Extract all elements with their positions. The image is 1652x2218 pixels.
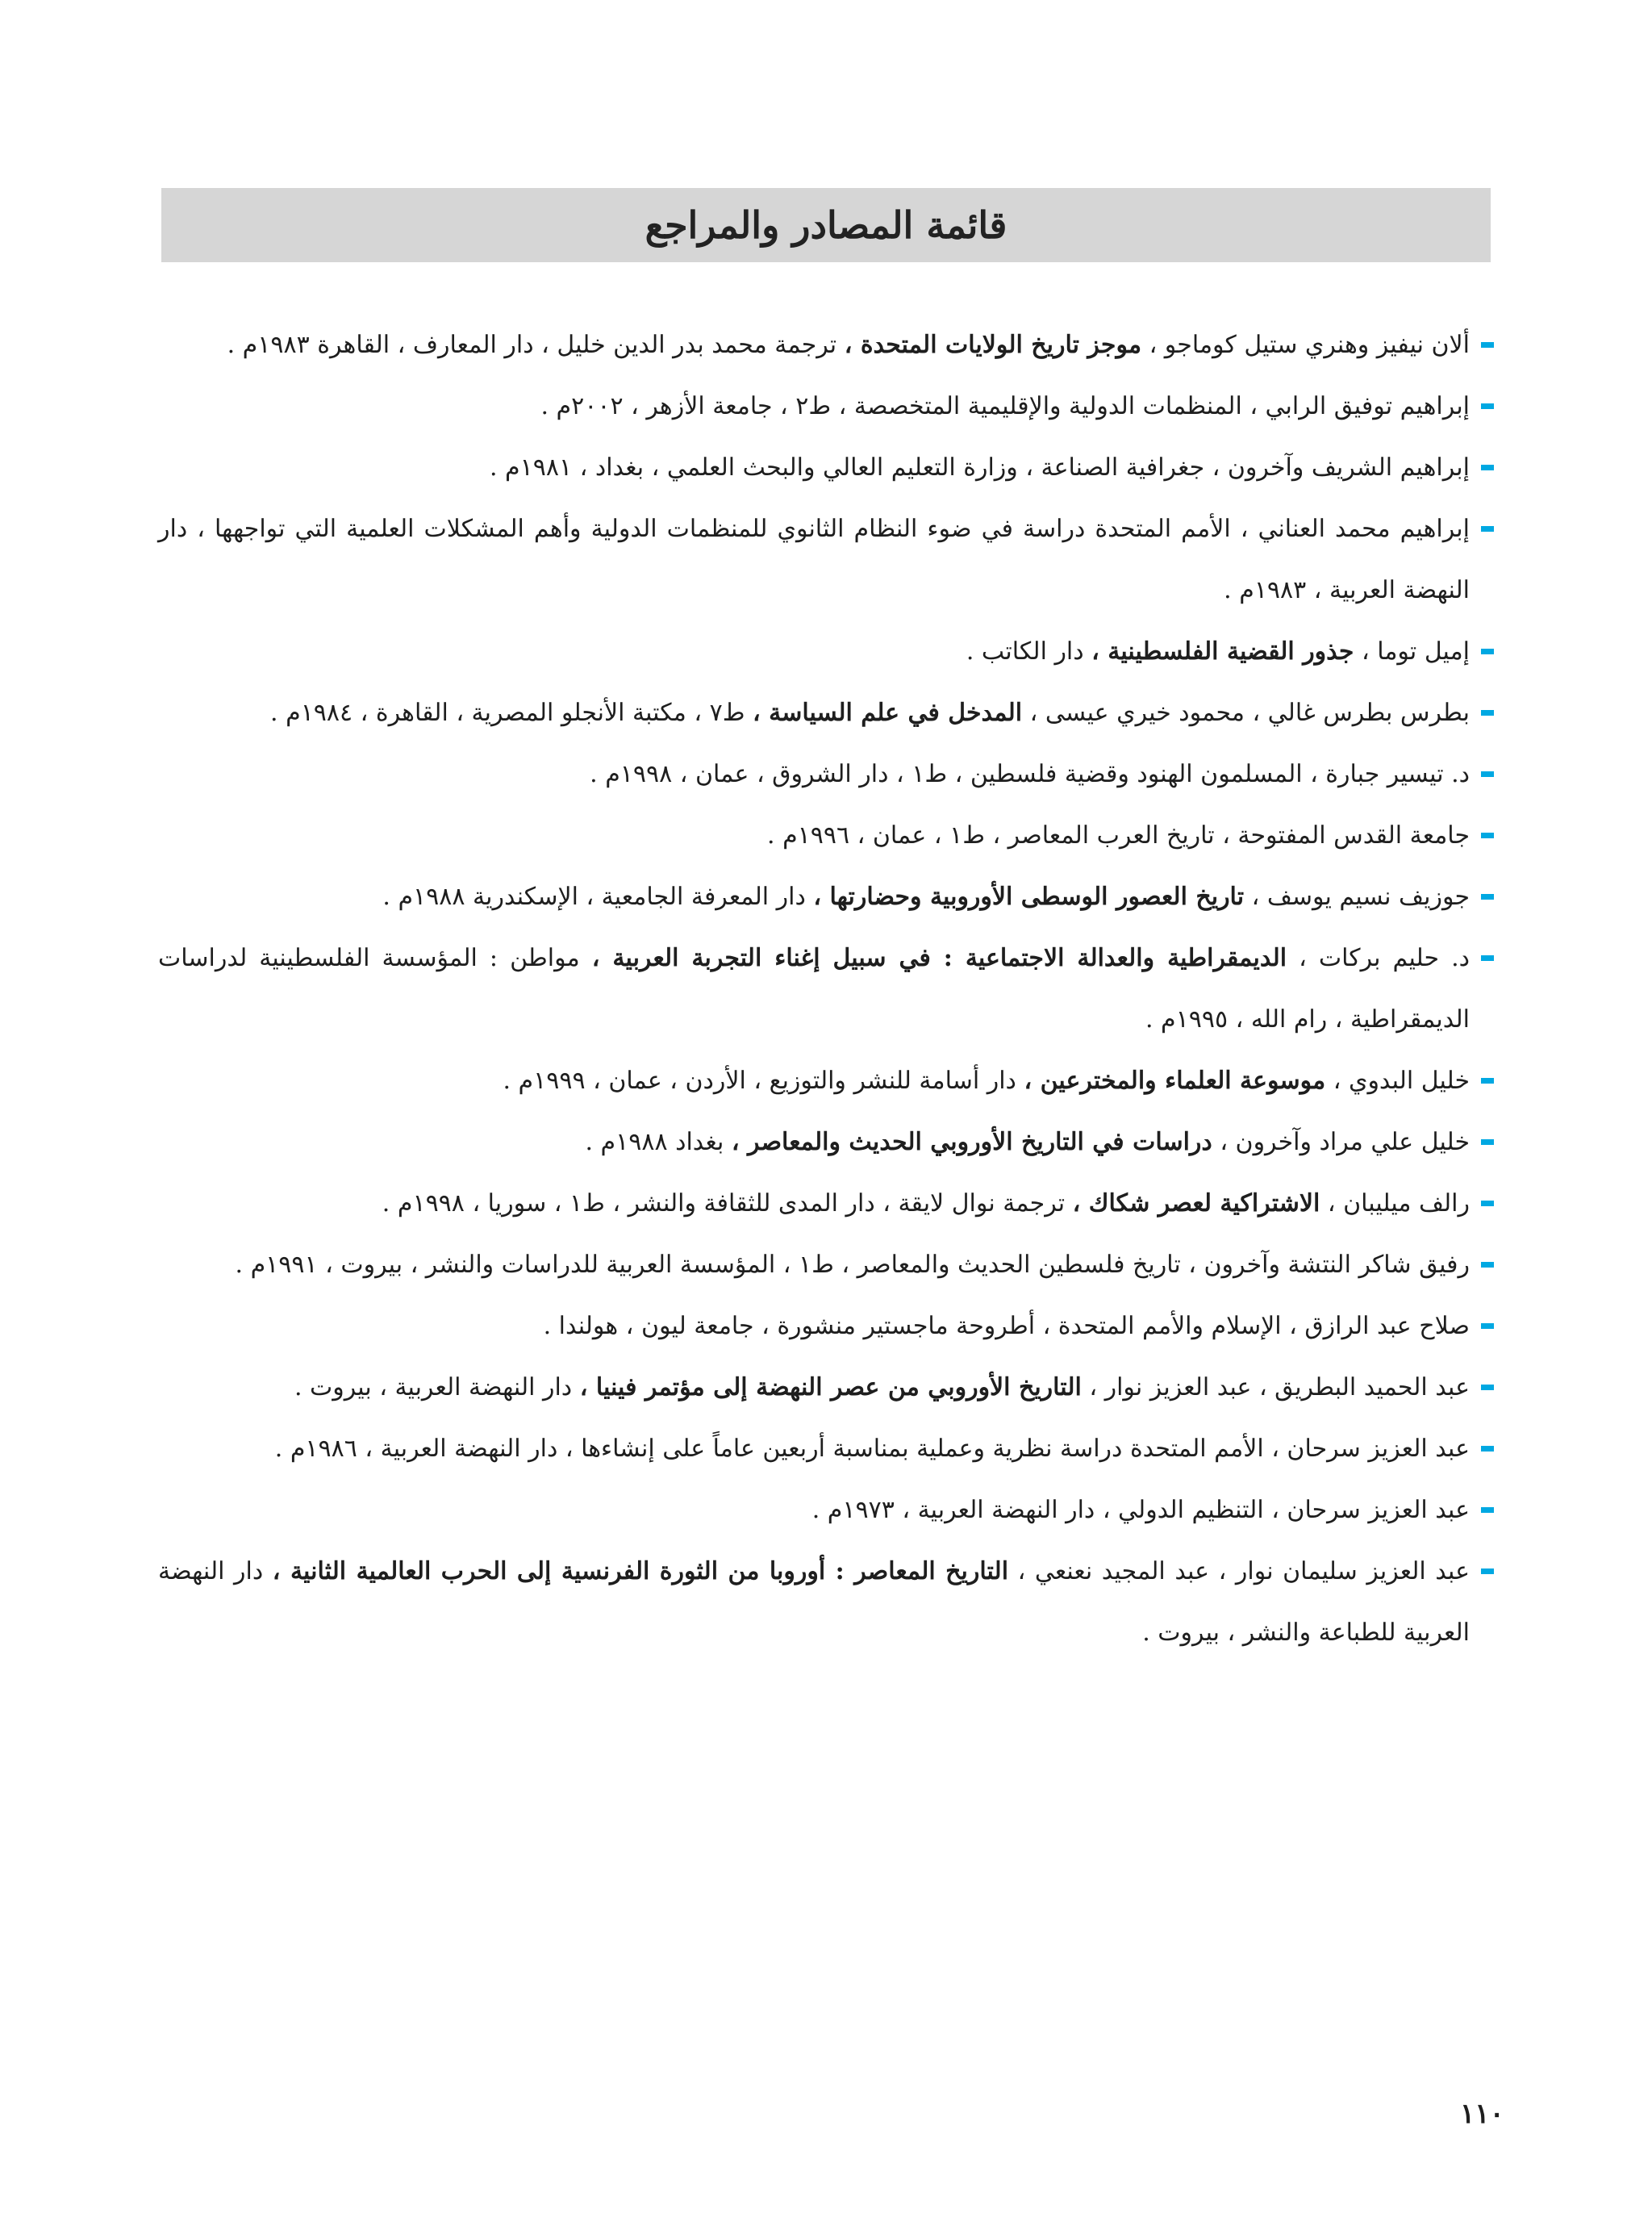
reference-text: صلاح عبد الرازق ، الإسلام والأمم المتحدة ، أطروحة ماجستير منشورة ، جامعة ليون ، هولندا . — [543, 1312, 1470, 1340]
reference-item — [158, 867, 1494, 928]
reference-item — [158, 376, 1494, 437]
reference-item — [158, 499, 1494, 621]
reference-bold-title: موجز تاريخ الولايات المتحدة ، — [844, 331, 1142, 359]
reference-bold-title: موسوعة العلماء والمخترعين ، — [1024, 1067, 1326, 1095]
reference-text-rest: ترجمة نوال لايقة ، دار المدى للثقافة والنشر ، ط١ ، سوريا ، ١٩٩٨م . — [382, 1189, 1073, 1218]
bullet-icon — [1481, 894, 1494, 900]
reference-text: بطرس بطرس غالي ، محمود خيري عيسى ، — [1022, 699, 1470, 727]
bullet-icon — [1481, 403, 1494, 409]
reference-text-rest: ط٧ ، مكتبة الأنجلو المصرية ، القاهرة ، ١٩٨٤م . — [270, 699, 753, 727]
reference-text: د. حليم بركات ، — [1287, 944, 1470, 972]
reference-text-rest: ترجمة محمد بدر الدين خليل ، دار المعارف ، القاهرة ١٩٨٣م . — [227, 331, 845, 359]
reference-item — [158, 621, 1494, 683]
reference-text-rest: دار النهضة العربية للطباعة والنشر ، بيروت . — [158, 1557, 1470, 1647]
reference-item — [158, 1112, 1494, 1173]
reference-text-rest: دار أسامة للنشر والتوزيع ، الأردن ، عمان ، ١٩٩٩م . — [503, 1067, 1024, 1095]
bullet-icon — [1481, 771, 1494, 777]
page-number: ١١٠ — [1460, 2098, 1504, 2130]
reference-bold-title: تاريخ العصور الوسطى الأوروبية وحضارتها ، — [813, 883, 1245, 911]
reference-item — [158, 744, 1494, 805]
reference-bold-title: التاريخ المعاصر : أوروبا من الثورة الفرنسية إلى الحرب العالمية الثانية ، — [272, 1557, 1009, 1585]
reference-text: جامعة القدس المفتوحة ، تاريخ العرب المعاصر ، ط١ ، عمان ، ١٩٩٦م . — [767, 821, 1470, 850]
reference-bold-title: جذور القضية الفلسطينية ، — [1091, 637, 1354, 666]
reference-item — [158, 1296, 1494, 1357]
bullet-icon — [1481, 710, 1494, 716]
reference-text: عبد العزيز سليمان نوار ، عبد المجيد نعنعي ، — [1008, 1557, 1470, 1585]
reference-text-rest: دار النهضة العربية ، بيروت . — [294, 1373, 580, 1401]
reference-item — [158, 805, 1494, 867]
reference-text: خليل البدوي ، — [1325, 1067, 1470, 1095]
bullet-icon — [1481, 342, 1494, 348]
reference-text: إبراهيم محمد العناني ، الأمم المتحدة دراسة في ضوء النظام الثانوي للمنظمات الدولية وأهم المشكلات العلمية التي تواجهها ، دار النهضة العربية ، ١٩٨٣م . — [158, 515, 1470, 604]
reference-item — [158, 1480, 1494, 1541]
reference-text-rest: مواطن : المؤسسة الفلسطينية لدراسات الديمقراطية ، رام الله ، ١٩٩٥م . — [158, 944, 1470, 1034]
references-list — [158, 315, 1494, 1664]
reference-item — [158, 1541, 1494, 1664]
bullet-icon — [1481, 1446, 1494, 1452]
reference-item — [158, 315, 1494, 376]
reference-text: خليل علي مراد وآخرون ، — [1212, 1128, 1470, 1156]
reference-item — [158, 1051, 1494, 1112]
bullet-icon — [1481, 1078, 1494, 1084]
bullet-icon — [1481, 1262, 1494, 1268]
reference-text: رفيق شاكر النتشة وآخرون ، تاريخ فلسطين الحديث والمعاصر ، ط١ ، المؤسسة العربية للدراسات والنشر ، بيروت ، ١٩٩١م . — [235, 1251, 1470, 1279]
reference-text: عبد العزيز سرحان ، الأمم المتحدة دراسة نظرية وعملية بمناسبة أربعين عاماً على إنشاءها ، دار النهضة العربية ، ١٩٨٦م . — [274, 1435, 1470, 1463]
reference-item — [158, 1357, 1494, 1418]
reference-text: رالف ميليبان ، — [1320, 1189, 1470, 1218]
bullet-icon — [1481, 833, 1494, 838]
bullet-icon — [1481, 1568, 1494, 1574]
reference-text-rest: دار المعرفة الجامعية ، الإسكندرية ١٩٨٨م . — [382, 883, 814, 911]
reference-item — [158, 928, 1494, 1051]
reference-text: إميل توما ، — [1354, 637, 1470, 666]
bullet-icon — [1481, 649, 1494, 654]
bullet-icon — [1481, 1507, 1494, 1513]
bullet-icon — [1481, 526, 1494, 532]
reference-item — [158, 683, 1494, 744]
reference-text: إبراهيم توفيق الرابي ، المنظمات الدولية والإقليمية المتخصصة ، ط٢ ، جامعة الأزهر ، ٢٠٠٢م . — [540, 392, 1470, 420]
reference-text: جوزيف نسيم يوسف ، — [1244, 883, 1470, 911]
reference-bold-title: الاشتراكية لعصر شكاك ، — [1072, 1189, 1320, 1218]
title-band — [161, 188, 1491, 262]
bullet-icon — [1481, 1139, 1494, 1145]
reference-item — [158, 1418, 1494, 1480]
reference-text-rest: بغداد ١٩٨٨م . — [585, 1128, 732, 1156]
reference-bold-title: دراسات في التاريخ الأوروبي الحديث والمعاصر ، — [731, 1128, 1212, 1156]
reference-text: عبد العزيز سرحان ، التنظيم الدولي ، دار النهضة العربية ، ١٩٧٣م . — [811, 1496, 1470, 1524]
reference-text-rest: دار الكاتب . — [966, 637, 1092, 666]
reference-item — [158, 1234, 1494, 1296]
reference-bold-title: التاريخ الأوروبي من عصر النهضة إلى مؤتمر فينيا ، — [579, 1373, 1082, 1401]
bullet-icon — [1481, 955, 1494, 961]
reference-text: إبراهيم الشريف وآخرون ، جغرافية الصناعة ، وزارة التعليم العالي والبحث العلمي ، بغداد ، ١٩٨١م . — [489, 453, 1470, 482]
bullet-icon — [1481, 1323, 1494, 1329]
reference-bold-title: الديمقراطية والعدالة الاجتماعية : في سبيل إغناء التجربة العربية ، — [591, 944, 1287, 972]
bullet-icon — [1481, 465, 1494, 470]
reference-item — [158, 437, 1494, 499]
reference-text: ألان نيفيز وهنري ستيل كوماجو ، — [1141, 331, 1470, 359]
page-title: قائمة المصادر والمراجع — [645, 203, 1007, 247]
reference-item — [158, 1173, 1494, 1234]
bullet-icon — [1481, 1385, 1494, 1390]
reference-text: عبد الحميد البطريق ، عبد العزيز نوار ، — [1081, 1373, 1470, 1401]
bullet-icon — [1481, 1201, 1494, 1206]
reference-bold-title: المدخل في علم السياسة ، — [753, 699, 1023, 727]
reference-text: د. تيسير جبارة ، المسلمون الهنود وقضية فلسطين ، ط١ ، دار الشروق ، عمان ، ١٩٩٨م . — [590, 760, 1470, 788]
